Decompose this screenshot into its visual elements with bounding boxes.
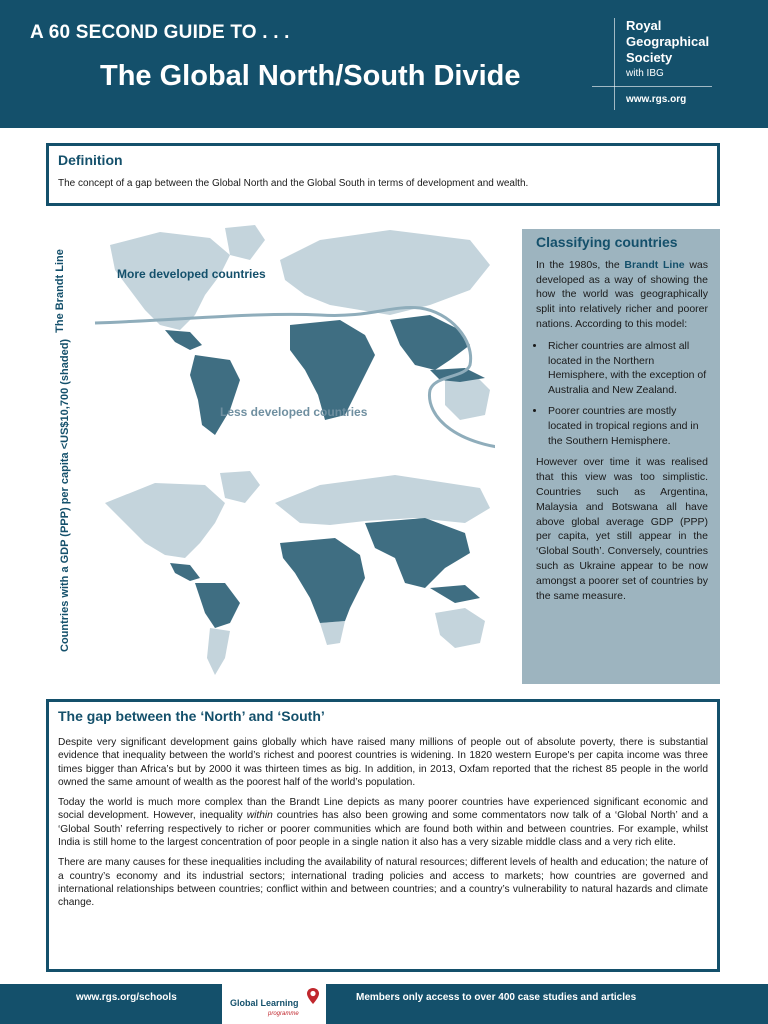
gdp-north-america-shape [105,483,225,558]
gap-paragraph-3: There are many causes for these inequalities including the availability of natural resources; different levels of health and education; the nature of a country’s economy and its industrial sectors; international trading policies and access to markets; how countries are governed and international relationships between countries; conflict within and between countries; and a country’s vulnerability to natural hazards and climate change. [58,857,708,909]
eurasia-shape [280,230,490,315]
guide-kicker: A 60 SECOND GUIDE TO . . . [30,22,290,43]
logo-divider-vertical [614,18,615,110]
logo-divider-horizontal [592,86,712,87]
classifying-intro-before: In the 1980s, the [536,258,625,271]
gdp-argentina-chile-shape [207,628,230,675]
gdp-europe-russia-shape [275,475,490,525]
maps-area [45,215,515,685]
south-asia-shape [390,315,470,370]
gap-p2-before: Today the world is much more complex than the Brandt Line depicts as many poorer countries have experienced significant economic and social development. However, inequality [58,797,708,822]
gdp-asia-shape [365,518,470,588]
footer-schools-link[interactable]: www.rgs.org/schools [76,992,177,1003]
page-title: The Global North/South Divide [100,60,521,92]
gap-p2-emphasis: within [246,810,273,822]
gdp-map [95,463,500,683]
gap-paragraph-1: Despite very significant development gains globally which have raised many millions of people out of absolute poverty, there is substantial evidence that inequality between the world’s richest and poorest countries is widening. In 1820 western Europe's per capita income was three times bigger than Africa’s but by 2000 it was thirteen times as big. In addition, in 2013, Oxfam reported that the richest 85 people in the world owned the same amount of wealth as the poorest half of the world’s population. [58,737,708,788]
gdp-australia-shape [435,608,485,648]
rgs-logo-ibg: with IBG [626,68,664,79]
gdp-greenland-shape [220,471,260,503]
gap-section [46,699,720,972]
more-developed-label: More developed countries [117,267,266,281]
brandt-line-map [90,220,495,465]
classifying-countries-panel [522,229,720,684]
classifying-bullets [546,339,708,449]
north-america-shape [110,232,230,330]
classifying-intro-after: was developed as a way of showing the how the world was geographically split into relatively richer and poorer nations. According to this model: [536,258,708,330]
header-banner [0,0,768,128]
footer-banner [0,984,768,1024]
gdp-central-america-shape [170,563,200,581]
south-america-shape [190,355,240,435]
brandt-line-link[interactable]: Brandt Line [624,258,685,271]
global-learning-text: Global Learning [230,998,299,1008]
greenland-shape [225,225,265,260]
list-item: • Richer countries are almost all located in the Northern Hemisphere, with the exception of Australia and New Zealand. [546,339,708,398]
central-america-shape [165,330,202,350]
australia-shape [445,375,490,420]
gap-title: The gap between the ‘North’ and ‘South’ [58,708,325,724]
footer-members-text: Members only access to over 400 case studies and articles [356,992,637,1003]
gap-paragraph-2 [58,796,708,849]
classifying-title: Classifying countries [536,234,678,250]
classifying-intro [536,258,708,332]
gdp-southeast-asia-shape [430,585,480,603]
rgs-url-link[interactable]: www.rgs.org [626,94,687,105]
brandt-line-side-label: The Brandt Line [54,249,66,333]
list-item: • Poorer countries are mostly located in tropical regions and in the Southern Hemisphere. [546,404,708,448]
global-learning-subtext: programme [268,1011,299,1017]
definition-title: Definition [58,152,123,168]
map-pin-icon [306,987,320,1005]
less-developed-label: Less developed countries [220,405,368,419]
gdp-southern-africa-shape [320,621,345,645]
gdp-south-america-shape [195,583,240,628]
rgs-logo-name: Royal Geographical Society [626,18,710,65]
gdp-africa-shape [280,538,365,623]
definition-box [46,143,720,206]
global-learning-badge [222,984,326,1024]
classifying-conclusion: However over time it was realised that this view was too simplistic. Countries such as Argentina, Malaysia and Botswana all have above global average GDP (PPP) per capita, yet still appear in the ‘Global South’. Conversely, countries such as Ukraine appear to be now amongst a poorer set of countries by the same measure. [536,456,708,602]
gap-p2-after: countries has also been growing and some commentators now talk of a ‘Global North’ and a ‘Global South’ referring respectively to richer or poorer communities which are found both within and between countries. For example, whilst India is still home to the largest concentration of poor people in a single nation it also has a very sizable middle class and a very rich elite. [58,810,709,849]
gdp-side-label: Countries with a GDP (PPP) per capita <US$10,700 (shaded) [59,338,71,652]
definition-text: The concept of a gap between the Global North and the Global South in terms of development and wealth. [58,178,529,189]
